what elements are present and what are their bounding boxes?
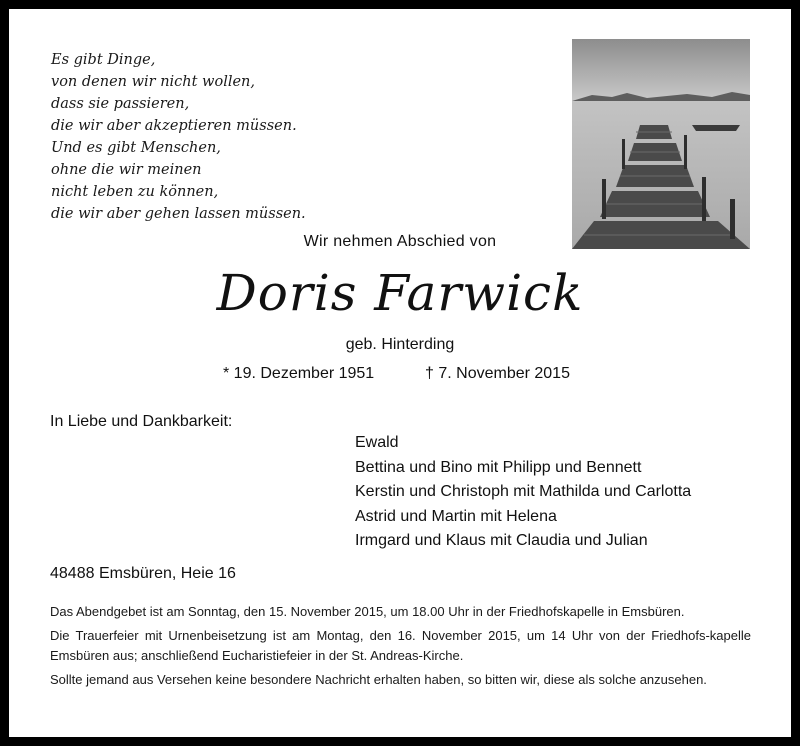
poem-line: Und es gibt Menschen, [51, 140, 221, 156]
lake-pier-photo [572, 39, 750, 249]
service-notes [50, 602, 751, 694]
mourner-item: Astrid und Martin mit Helena [355, 507, 557, 525]
mourner-item: Irmgard und Klaus mit Claudia und Julian [355, 532, 648, 549]
poem-line: Es gibt Dinge, [51, 52, 156, 68]
poem-line: nicht leben zu können, [51, 184, 219, 200]
poem-line: die wir aber akzeptieren müssen. [51, 118, 297, 134]
address: 48488 Emsbüren, Heie 16 [50, 565, 236, 582]
mourner-item: Bettina und Bino mit Philipp und Bennett [355, 458, 642, 476]
pier-image [572, 39, 750, 249]
family-intro: In Liebe und Dankbarkeit: [50, 413, 233, 430]
birth-date: * 19. Dezember 1951 [223, 365, 375, 382]
death-date: † 7. November 2015 [425, 365, 570, 382]
poem-line: dass sie passieren, [51, 96, 190, 112]
mourners-list [355, 431, 691, 554]
note-paragraph: Die Trauerfeier mit Urnenbeisetzung ist am Montag, den 16. November 2015, um 14 Uhr von der Friedhofs-kapelle Emsbüren aus; anschließend Eucharistiefeier in der St. Andreas-Kirche. [50, 628, 751, 663]
poem [51, 49, 351, 225]
note-paragraph: Das Abendgebet ist am Sonntag, den 15. November 2015, um 18.00 Uhr in der Friedhofskapelle in Emsbüren. [50, 604, 685, 619]
poem-line: die wir aber gehen lassen müssen. [51, 206, 306, 222]
deceased-name: Doris Farwick [216, 264, 584, 322]
mourner-item: Ewald [355, 434, 399, 451]
farewell-intro: Wir nehmen Abschied von [303, 233, 497, 250]
poem-line: von denen wir nicht wollen, [51, 74, 256, 90]
note-paragraph: Sollte jemand aus Versehen keine besondere Nachricht erhalten haben, so bitten wir, diese als solche anzusehen. [50, 672, 707, 687]
maiden-name: geb. Hinterding [345, 336, 455, 353]
poem-line: ohne die wir meinen [51, 162, 202, 178]
mourner-item: Kerstin und Christoph mit Mathilda und Carlotta [355, 483, 692, 500]
